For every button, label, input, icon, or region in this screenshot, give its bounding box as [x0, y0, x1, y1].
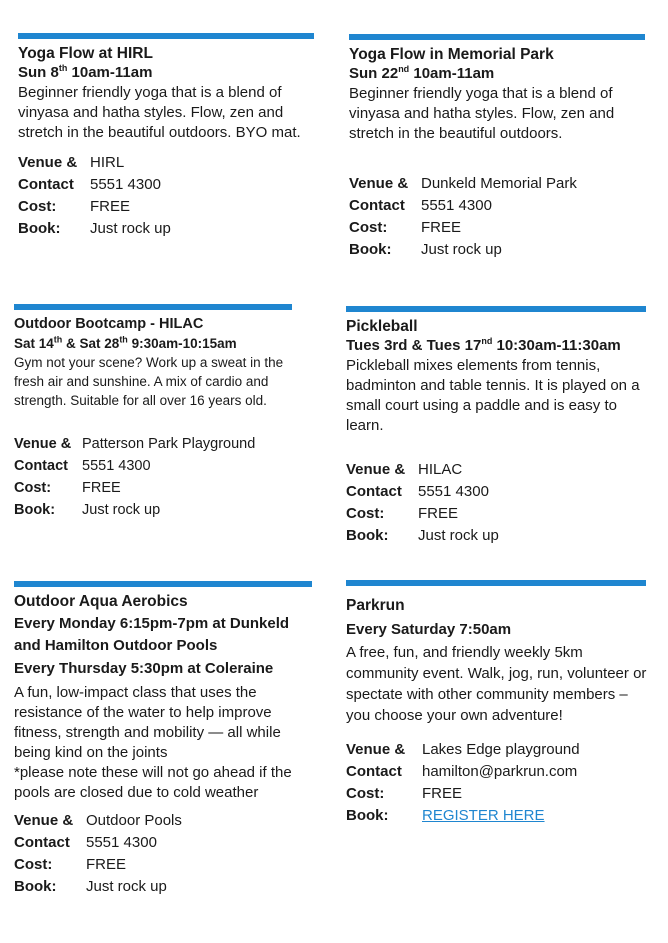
event-note: *please note these will not go ahead if the pools are closed due to cold weather [14, 764, 292, 801]
event-title: Outdoor Aqua Aerobics [14, 593, 188, 610]
cost-label: Cost: [346, 505, 385, 522]
event-description: Pickleball mixes elements from tennis, badminton and table tennis. It is played on a small court using a paddle and is easy to learn. [346, 357, 640, 434]
event-time-monday: Every Monday 6:15pm-7pm at Dunkeld and Hamilton Outdoor Pools [14, 615, 290, 654]
event-time: Every Saturday 7:50am [346, 621, 512, 638]
event-card-yoga-memorial-park [349, 34, 645, 260]
book-value: Just rock up [421, 241, 502, 258]
event-details [346, 460, 646, 546]
venue-label: Venue & [349, 175, 409, 192]
event-time-thursday: Every Thursday 5:30pm at Coleraine [14, 660, 274, 677]
cost-value: FREE [90, 198, 131, 215]
venue-label: Venue & [14, 812, 74, 829]
card-accent-bar [14, 581, 312, 587]
book-value: Just rock up [90, 220, 171, 237]
event-description: A fun, low-impact class that uses the resistance of the water to help improve fitness, strength and mobility — all while being kind on the joints [14, 684, 281, 761]
book-label: Book: [349, 241, 392, 258]
card-accent-bar [14, 304, 292, 310]
venue-label: Venue & [346, 461, 406, 478]
contact-value: 5551 4300 [82, 458, 151, 474]
book-value: Just rock up [86, 878, 167, 895]
card-accent-bar [18, 33, 314, 39]
cost-value: FREE [86, 856, 127, 873]
venue-label: Venue & [14, 436, 72, 452]
event-details [346, 740, 652, 826]
event-title: Yoga Flow in Memorial Park [349, 46, 554, 63]
event-description: Gym not your scene? Work up a sweat in the fresh air and sunshine. A mix of cardio and strength. Suitable for all over 16 years old. [14, 355, 284, 408]
cost-value: FREE [418, 505, 459, 522]
event-description: Beginner friendly yoga that is a blend of vinyasa and hatha styles. Flow, zen and stretch in the beautiful outdoors. [349, 85, 615, 142]
venue-value: HIRL [90, 154, 125, 171]
event-details [14, 434, 292, 520]
event-time: Sat 14th & Sat 28th 9:30am-10:15am [14, 334, 237, 351]
venue-label: Venue & [18, 154, 78, 171]
contact-value: 5551 4300 [418, 483, 489, 500]
event-title: Outdoor Bootcamp - HILAC [14, 316, 204, 332]
contact-label: Contact [346, 483, 402, 500]
contact-label: Contact [349, 197, 405, 214]
book-label: Book: [346, 527, 389, 544]
card-accent-bar [346, 580, 646, 586]
event-time: Sun 22nd 10am-11am [349, 64, 495, 82]
book-value: Just rock up [418, 527, 499, 544]
card-accent-bar [349, 34, 645, 40]
card-accent-bar [346, 306, 646, 312]
event-details [349, 174, 645, 260]
event-description: Beginner friendly yoga that is a blend of vinyasa and hatha styles. Flow, zen and stretch in the beautiful outdoors. BYO mat. [18, 84, 301, 141]
event-card-parkrun [346, 580, 652, 826]
contact-label: Contact [14, 458, 68, 474]
contact-label: Contact [14, 834, 70, 851]
cost-label: Cost: [349, 219, 388, 236]
book-label: Book: [346, 807, 389, 824]
book-value: Just rock up [82, 502, 161, 518]
venue-label: Venue & [346, 741, 406, 758]
book-label: Book: [14, 878, 57, 895]
event-card-aqua-aerobics [14, 581, 312, 897]
contact-label: Contact [18, 176, 74, 193]
cost-label: Cost: [346, 785, 385, 802]
event-details [14, 811, 312, 897]
event-title: Pickleball [346, 318, 418, 335]
cost-label: Cost: [14, 480, 52, 496]
event-time: Tues 3rd & Tues 17nd 10:30am-11:30am [346, 336, 621, 354]
event-card-pickleball [346, 306, 646, 546]
event-card-yoga-hirl [18, 33, 314, 239]
venue-value: Dunkeld Memorial Park [421, 175, 577, 192]
event-details [18, 153, 314, 239]
book-label: Book: [18, 220, 61, 237]
cost-value: FREE [422, 785, 463, 802]
cost-value: FREE [82, 480, 121, 496]
contact-value: 5551 4300 [90, 176, 161, 193]
book-label: Book: [14, 502, 56, 518]
event-title: Yoga Flow at HIRL [18, 45, 153, 62]
cost-label: Cost: [18, 198, 57, 215]
cost-value: FREE [421, 219, 462, 236]
cost-label: Cost: [14, 856, 53, 873]
contact-value: hamilton@parkrun.com [422, 763, 578, 780]
register-link[interactable]: REGISTER HERE [422, 807, 545, 824]
event-title: Parkrun [346, 597, 405, 614]
venue-value: Patterson Park Playground [82, 436, 256, 452]
event-time: Sun 8th 10am-11am [18, 63, 153, 81]
venue-value: HILAC [418, 461, 463, 478]
contact-value: 5551 4300 [86, 834, 157, 851]
contact-value: 5551 4300 [421, 197, 492, 214]
venue-value: Outdoor Pools [86, 812, 182, 829]
contact-label: Contact [346, 763, 402, 780]
event-card-bootcamp [14, 304, 292, 520]
venue-value: Lakes Edge playground [422, 741, 580, 758]
event-description: A free, fun, and friendly weekly 5km community event. Walk, jog, run, volunteer or spectate with other community members – you choose your own adventure! [346, 644, 647, 724]
